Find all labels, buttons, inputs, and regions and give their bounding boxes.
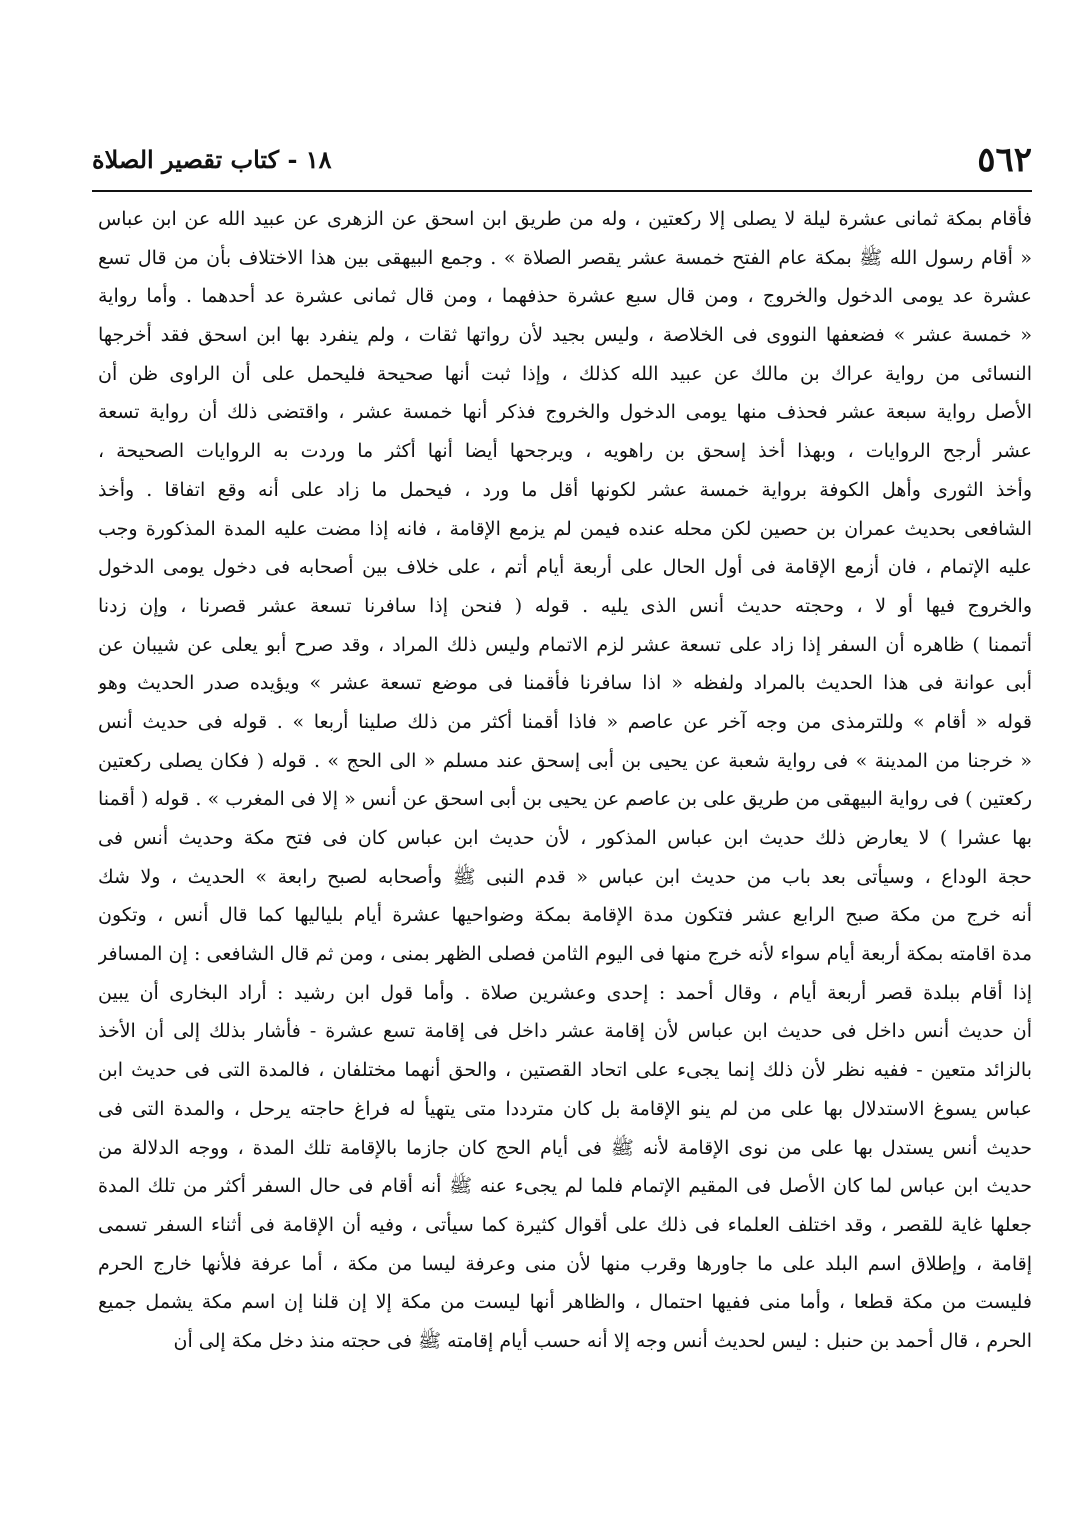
text-line: أن حديث أنس داخل فى حديث ابن عباس لأن إقامة عشر داخل فى إقامة تسع عشرة - فأشار بذلك إلى أن الأخذ — [98, 1020, 1032, 1043]
page-number: ٥٦٢ — [977, 140, 1032, 180]
text-line: عليه الإتمام ، فان أزمع الإقامة فى أول الحال على أربعة أيام أتم ، على خلاف بين أصحابه فى دخول يومى الدخول — [98, 556, 1032, 579]
text-line: أنه خرج من مكة صبح الرابع عشر فتكون مدة الإقامة بمكة وضواحيها عشرة أيام بلياليها كما قال أنس ، وتكون — [98, 904, 1032, 927]
text-line: حديث ابن عباس لما كان الأصل فى المقيم الإتمام فلما لم يجىء عنه ﷺ أنه أقام فى حال السفر أكثر من تلك المدة — [98, 1175, 1032, 1198]
text-line: وأخذ الثورى وأهل الكوفة برواية خمسة عشر لكونها أقل ما ورد ، فيحمل ما زاد على أنه وقع اتفاقا . وأخذ — [98, 478, 1032, 501]
text-line: الأصل رواية سبعة عشر فحذف منها يومى الدخول والخروج فذكر أنها خمسة عشر ، واقتضى ذلك أن رواية تسعة — [98, 401, 1032, 424]
body-text — [98, 200, 1032, 1500]
text-line: النسائى من رواية عراك بن مالك عن عبيد الله كذلك ، وإذا ثبت أنها صحيحة فليحمل على أن الراوى ظن أن — [98, 362, 1032, 385]
text-line: والخروج فيها أو لا ، وحجته حديث أنس الذى يليه . قوله ( فنحن إذا سافرنا تسعة عشر قصرنا ، وإن زدنا — [98, 594, 1032, 617]
text-line: « خرجنا من المدينة » فى رواية شعبة عن يحيى بن أبى إسحق عند مسلم « الى الحج » . قوله ( فكان يصلى ركعتين — [98, 749, 1032, 772]
text-line: عباس يسوغ الاستدلال بها على من لم ينو الإقامة بل كان مترددا متى يتهيأ له فراغ حاجته يرحل ، والمدة التى فى — [98, 1097, 1032, 1120]
text-line: بها عشرا ) لا يعارض ذلك حديث ابن عباس المذكور ، لأن حديث ابن عباس كان فى فتح مكة وحديث أنس فى — [98, 827, 1032, 849]
running-title: ١٨ - كتاب تقصير الصلاة — [92, 145, 332, 174]
text-line: فليست من مكة قطعا ، وأما منى ففيها احتمال ، والظاهر أنها ليست من مكة إلا إن قلنا إن اسم مكة يشمل جميع — [98, 1291, 1032, 1314]
text-line: عشرة عد يومى الدخول والخروج ، ومن قال سبع عشرة حذفهما ، ومن قال ثمانى عشرة عد أحدهما . وأما رواية — [98, 285, 1032, 308]
text-line: الحرم ، قال أحمد بن حنبل : ليس لحديث أنس وجه إلا أنه حسب أيام إقامته ﷺ فى حجته منذ دخل مكة إلى أن — [173, 1329, 1032, 1352]
text-line: الشافعى بحديث عمران بن حصين لكن محله عنده فيمن لم يزمع الإقامة ، فانه إذا مضت عليه المدة المذكورة وجب — [98, 517, 1032, 540]
page-header — [92, 138, 1032, 182]
text-line: حجة الوداع ، وسيأتى بعد باب من حديث ابن عباس « قدم النبى ﷺ وأصحابه لصبح رابعة » الحديث ، ولا شك — [98, 865, 1032, 888]
text-line: عشر أرجح الروايات ، وبهذا أخذ إسحق بن راهويه ، ويرجحها أيضا أنها أكثر ما وردت به الروايات الصحيحة ، — [98, 440, 1032, 463]
text-line: أبى عوانة فى هذا الحديث بالمراد ولفظه « اذا سافرنا فأقمنا فى موضع تسعة عشر » ويؤيده صدر الحديث وهو — [98, 672, 1032, 695]
text-line: فأقام بمكة ثمانى عشرة ليلة لا يصلى إلا ركعتين ، وله من طريق ابن اسحق عن الزهرى عن عبيد الله عن ابن عباس — [98, 208, 1032, 230]
text-line: « أقام رسول الله ﷺ بمكة عام الفتح خمسة عشر يقصر الصلاة » . وجمع البيهقى بين هذا الاختلاف بأن من قال تسع — [98, 246, 1032, 269]
text-line: « خمسة عشر » فضعفها النووى فى الخلاصة ، وليس بجيد لأن رواتها ثقات ، ولم ينفرد بها ابن اسحق فقد أخرجها — [98, 324, 1032, 347]
text-line: إقامة ، وإطلاق اسم البلد على ما جاورها وقرب منها لأن منى وعرفة ليسا من مكة ، أما عرفة فلأنها خارج الحرم — [98, 1252, 1032, 1275]
text-line: مدة اقامته بمكة أربعة أيام سواء لأنه خرج منها فى اليوم الثامن فصلى الظهر بمنى ، ومن ثم قال الشافعى : إن المسافر — [98, 943, 1032, 966]
text-line: جعلها غاية للقصر ، وقد اختلف العلماء فى ذلك على أقوال كثيرة كما سيأتى ، وفيه أن الإقامة فى أثناء السفر تسمى — [98, 1213, 1032, 1236]
text-line: قوله « أقام » وللترمذى من وجه آخر عن عاصم « فاذا أقمنا أكثر من ذلك صلينا أربعا » . قوله فى حديث أنس — [98, 710, 1032, 733]
header-rule — [92, 190, 1032, 192]
text-line: أتممنا ) ظاهره أن السفر إذا زاد على تسعة عشر لزم الاتمام وليس ذلك المراد ، وقد صرح أبو يعلى عن شيبان عن — [98, 633, 1032, 656]
text-line: بالزائد متعين - ففيه نظر لأن ذلك إنما يجىء على اتحاد القصتين ، والحق أنهما مختلفان ، فالمدة التى فى حديث ابن — [98, 1059, 1032, 1082]
text-line: حديث أنس يستدل بها على من نوى الإقامة لأنه ﷺ فى أيام الحج كان جازما بالإقامة تلك المدة ، ووجه الدلالة من — [98, 1136, 1032, 1159]
text-line: إذا أقام ببلدة قصر أربعة أيام ، وقال أحمد : إحدى وعشرين صلاة . وأما قول ابن رشيد : أراد البخارى أن يبين — [98, 981, 1032, 1004]
text-line: ركعتين ) فى رواية البيهقى من طريق على بن عاصم عن يحيى بن أبى اسحق عن أنس « إلا فى المغرب » . قوله ( أقمنا — [98, 788, 1032, 811]
